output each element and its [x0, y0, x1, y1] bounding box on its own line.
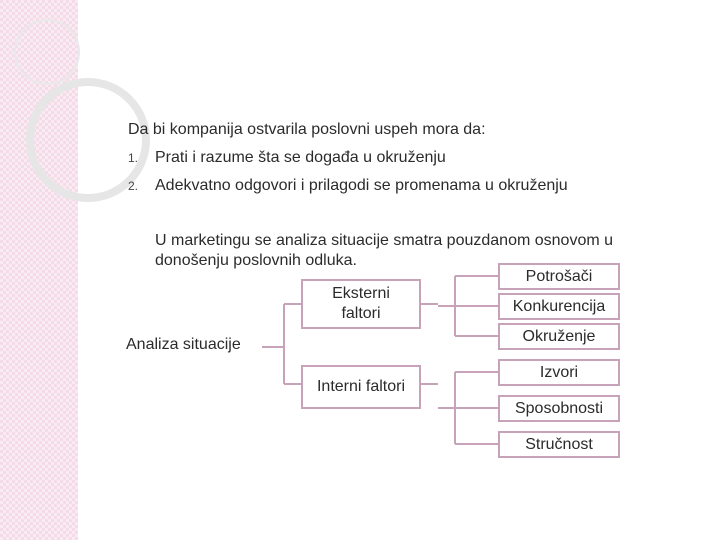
- internal-factors-box: [301, 365, 421, 409]
- external-item-box: [498, 293, 620, 320]
- external-item-label: Okruženje: [522, 327, 596, 345]
- list-number-1: 1.: [128, 151, 139, 165]
- external-factors-label-line-2: faltori: [341, 305, 381, 322]
- paragraph-line-1: U marketingu se analiza situacije smatra pouzdanom osnovom u: [155, 232, 614, 249]
- external-item-label: Konkurencija: [512, 297, 606, 315]
- list-item-1: Prati i razume šta se događa u okruženju: [155, 149, 446, 166]
- external-factors-box: [301, 279, 421, 329]
- external-item-label: Potrošači: [525, 267, 593, 285]
- list-item-2: Adekvatno odgovori i prilagodi se promenama u okruženju: [155, 177, 568, 194]
- diagram-root-label: Analiza situacije: [126, 336, 241, 353]
- internal-item-label: Izvori: [539, 363, 579, 381]
- external-item-box: [498, 323, 620, 350]
- internal-item-label: Sposobnosti: [514, 399, 604, 417]
- external-item-box: [498, 263, 620, 290]
- internal-item-label: Stručnost: [525, 435, 593, 453]
- internal-item-box: [498, 395, 620, 422]
- intro-text: Da bi kompanija ostvarila poslovni uspeh mora da:: [128, 121, 486, 138]
- external-factors-label-line-1: Eksterni: [332, 285, 390, 302]
- internal-item-box: [498, 359, 620, 386]
- internal-factors-label: Interni faltori: [316, 378, 406, 395]
- paragraph-line-2: donošenju poslovnih odluka.: [155, 252, 357, 269]
- list-number-2: 2.: [128, 179, 139, 193]
- internal-item-box: [498, 431, 620, 458]
